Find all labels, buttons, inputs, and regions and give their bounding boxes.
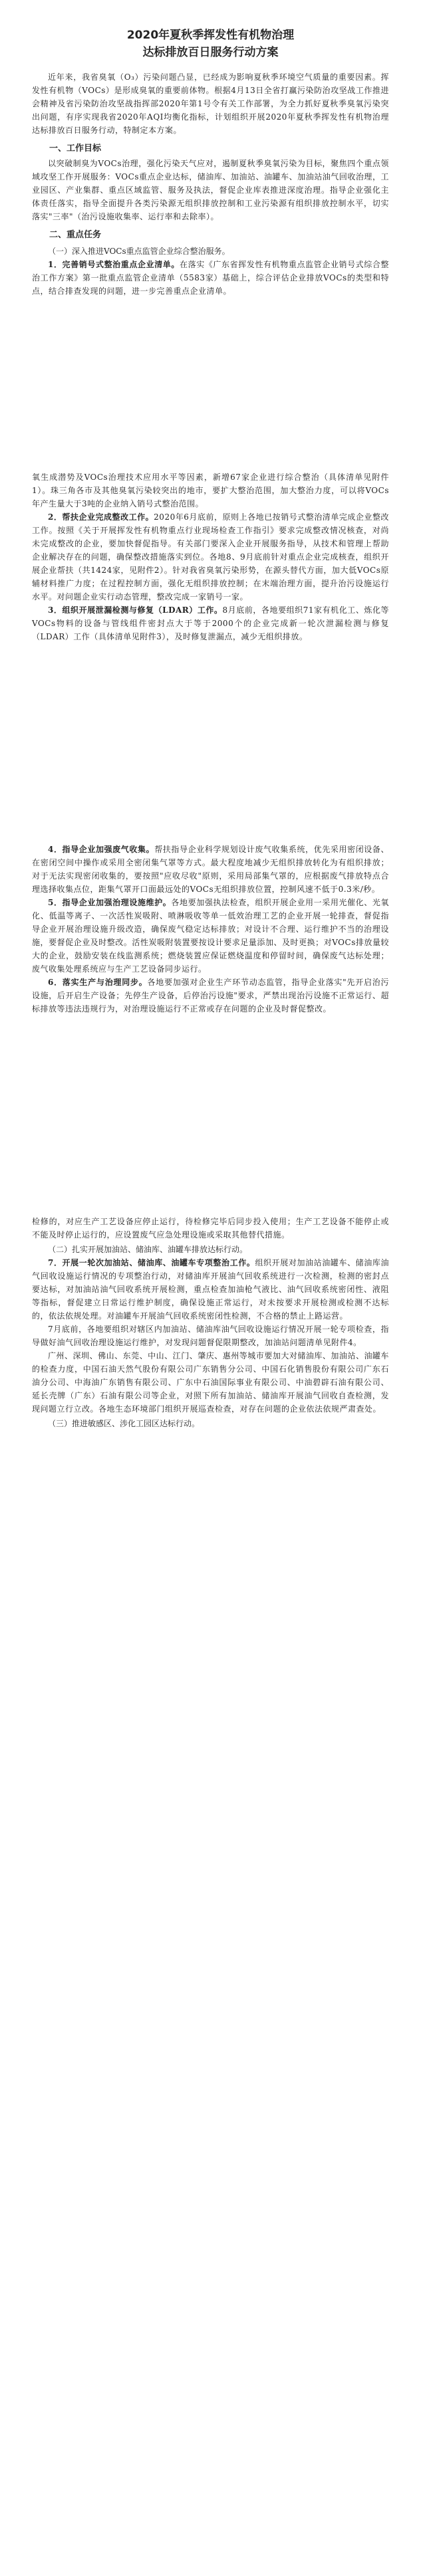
task-5-paragraph <box>32 896 389 976</box>
section-1-heading: 一、工作目标 <box>49 144 102 154</box>
task-7-paragraph <box>32 1256 389 1323</box>
task-3-label: 3．组织开展泄漏检测与修复（LDAR）工作。 <box>48 605 223 615</box>
task-3-paragraph <box>32 603 389 643</box>
task-2-body: 2020年6月底前，原则上各地已按销号式整治清单完成企业整改工作。按照《关于开展挥发性有机物重点行业现场检查工作指引》要求完成整改情况核查，对尚未完成整改的企业，要加快督促指导。有关部门要深入企业开展服务指导，从技术和管理上帮助企业解决存在的问题，确保整改措施落实到位。各地8、9月底前针对重点企业完成核查，组织开展企业帮扶（共1424家，见附件2）。针对我省臭氧污染形势，在源头替代方面，加大低VOCs原辅材料推广力度；在过程控制方面，强化无组织排放控制；在末端治理方面，提升治污设施运行水平。对问题企业实行动态管理，整改完成一家销号一家。 <box>32 512 389 601</box>
task-8-paragraph: 广州、深圳、佛山、东莞、中山、江门、肇庆、惠州等城市要加大对储油库、加油站、油罐车的检查力度，中国石油天然气股份有限公司广东销售分公司、中国石化销售股份有限公司广东石油分公司、中海油广东销售有限公司、广东中石油国际事业有限公司、中油碧辟石油有限公司、延长壳牌（广东）石油有限公司等企业，对照下所有加油站、储油库开展油气回收自查检测，发现问题立行立改。各地生态环境部门组织开展巡查检查，对存在问题的企业依法依规严肃查处。 <box>32 1351 389 1414</box>
task-1-continued: 氧生成潜势及VOCs治理技术应用水平等因素，新增67家企业进行综合整治（具体清单见附件1）。珠三角各市及其他臭氧污染较突出的地市，要扩大整治范围，加大整治力度，可以将VOCs年产生量大于3吨的企业纳入销号式整治范围。 <box>32 473 389 508</box>
task-2-paragraph <box>32 510 389 603</box>
task-7-continued: 7月底前，各地要组织对辖区内加油站、储油库油气回收设施运行情况开展一轮专项检查，指导做好油气回收治理设施运行维护，对发现问题督促限期整改，加油站问题清单见附件4。 <box>32 1325 389 1347</box>
task-4-label: 4．指导企业加强废气收集。 <box>48 845 155 854</box>
section-2-heading: 二、重点任务 <box>49 230 102 240</box>
subsection-1-heading: （一）深入推进VOCs重点监管企业综合整治服务。 <box>48 247 230 256</box>
subsection-2-heading: （二）扎实开展加油站、储油库、油罐车排放达标行动。 <box>48 1245 248 1254</box>
task-6-body: 各地要加强对企业生产环节动态监管，指导企业落实"先开启治污设施，后开启生产设备；先停生产设备，后停治污设施"要求，严禁出现治污设施不正常运行、超标排放等违法违规行为，对治理设施运行不正常或存在问题的企业及时督促整改。 <box>32 978 389 1014</box>
intro-paragraph: 近年来，我省臭氧（O₃）污染问题凸显，已经成为影响夏秋季环境空气质量的重要因素。挥发性有机物（VOCs）是形成臭氧的重要前体物。根据4月13日全省打赢污染防治攻坚战工作推进会精神及省污染防治攻坚战指挥部2020年第1号令有关工作部署，为全力抓好夏秋季臭氧污染突出问题，有序实现我省2020年AQI均衡化指标，计划组织开展2020年夏秋季挥发性有机物治理达标排放百日服务行动，特制定本方案。 <box>32 72 389 135</box>
document-title <box>32 27 389 61</box>
page-break-gap <box>32 298 389 471</box>
task-6-label: 6．落实生产与治理同步。 <box>48 978 148 987</box>
task-2-label: 2．帮扶企业完成整改工作。 <box>48 512 154 522</box>
task-4-paragraph <box>32 843 389 896</box>
task-1-paragraph <box>32 258 389 298</box>
task-1-label: 1．完善销号式整治重点企业清单。 <box>48 260 180 269</box>
page-break-gap <box>32 643 389 843</box>
task-7-body: 组织开展对加油站油罐车、储油库油气回收设施运行情况的专项整治行动，对储油库开展油气回收系统进行一次检测，检测的密封点要达标，对加油站油气回收系统开展检测，重点检查加油枪气液比、油气回收系统密闭性、液阻等指标，督促建立日常运行维护制度，确保设施正常运行，对未按要求开展检测或检测不达标的，依法依规处理。对油罐车开展油气回收系统密闭性检测，不合格的禁止上路运营。 <box>32 1258 389 1321</box>
task-1-body: 在落实《广东省挥发性有机物重点监管企业销号式综合整治工作方案》第一批重点监管企业清单（5583家）基础上，综合评估企业排放VOCs的类型和特点，结合排查发现的问题，进一步完善重点企业清单。 <box>32 260 389 296</box>
task-6-continued: 检修的，对应生产工艺设备应停止运行，待检修完毕后同步投入使用；生产工艺设备不能停止或不能及时停止运行的，应设置废气应急处理设施或采取其他替代措施。 <box>32 1217 389 1239</box>
section-1-body: 以突破制臭为VOCs治理，强化污染天气应对，遏制夏秋季臭氧污染为目标，聚焦四个重点领域攻坚工作开展服务：VOCs重点企业达标，储油库、加油站、油罐车、加油站油气回收治理，工业园区、产业集群、重点区域监管、服务及执法，督促企业库表推进深度治理。指导企业强化主体责任落实，指导全面提升各类污染源无组织排放控制和工业污染源有组织排放控制水平，切实落实"三率"（治污设施收集率、运行率和去除率）。 <box>32 159 389 221</box>
task-4-body: 帮扶指导企业科学规划设计废气收集系统，优先采用密闭设备、在密闭空间中操作或采用全密闭集气罩等方式。最大程度地减少无组织排放转化为有组织排放；对于无法实现密闭收集的，要按照"应收尽收"原则，采用局部集气罩的，应根据废气排放特点合理选择收集点位，距集气罩开口面最远处的VOCs无组织排放位置，控制风速不低于0.3米/秒。 <box>32 845 389 894</box>
title-line-2: 达标排放百日服务行动方案 <box>142 46 279 59</box>
task-5-body: 各地要加强执法检查，组织开展企业用一采用光催化、光氧化、低温等离子、一次活性炭吸附、喷淋吸收等单一低效治理工艺的企业开展一轮排查，督促指导企业开展治理设施升级改造，确保废气稳定达标排放；对设计不合理、运行维护不当的治理设施，要督促企业及时整改。活性炭吸附装置要按设计要求足量添加、及时更换；对VOCs排放量较大的企业，鼓励安装在线监测系统；燃烧装置应保证燃烧温度和停留时间，确保废气达标处理；废气收集处理系统应与生产工艺设备同步运行。 <box>32 898 389 974</box>
page-break-gap <box>32 1016 389 1215</box>
task-5-label: 5．指导企业加强治理设施维护。 <box>48 898 172 907</box>
task-7-label: 7．开展一轮次加油站、储油库、油罐车专项整治工作。 <box>48 1258 255 1267</box>
title-line-1: 2020年夏秋季挥发性有机物治理 <box>126 29 295 42</box>
subsection-3-heading: （三）推进敏感区、涉化工园区达标行动。 <box>48 1419 200 1428</box>
task-3-body: 8月底前，各地要组织71家有机化工、炼化等VOCs物料的设备与管线组件密封点大于等于2000个的企业完成新一轮次泄漏检测与修复（LDAR）工作（具体清单见附件3），及时修复泄漏点，减少无组织排放。 <box>32 605 390 641</box>
task-6-paragraph <box>32 976 389 1016</box>
